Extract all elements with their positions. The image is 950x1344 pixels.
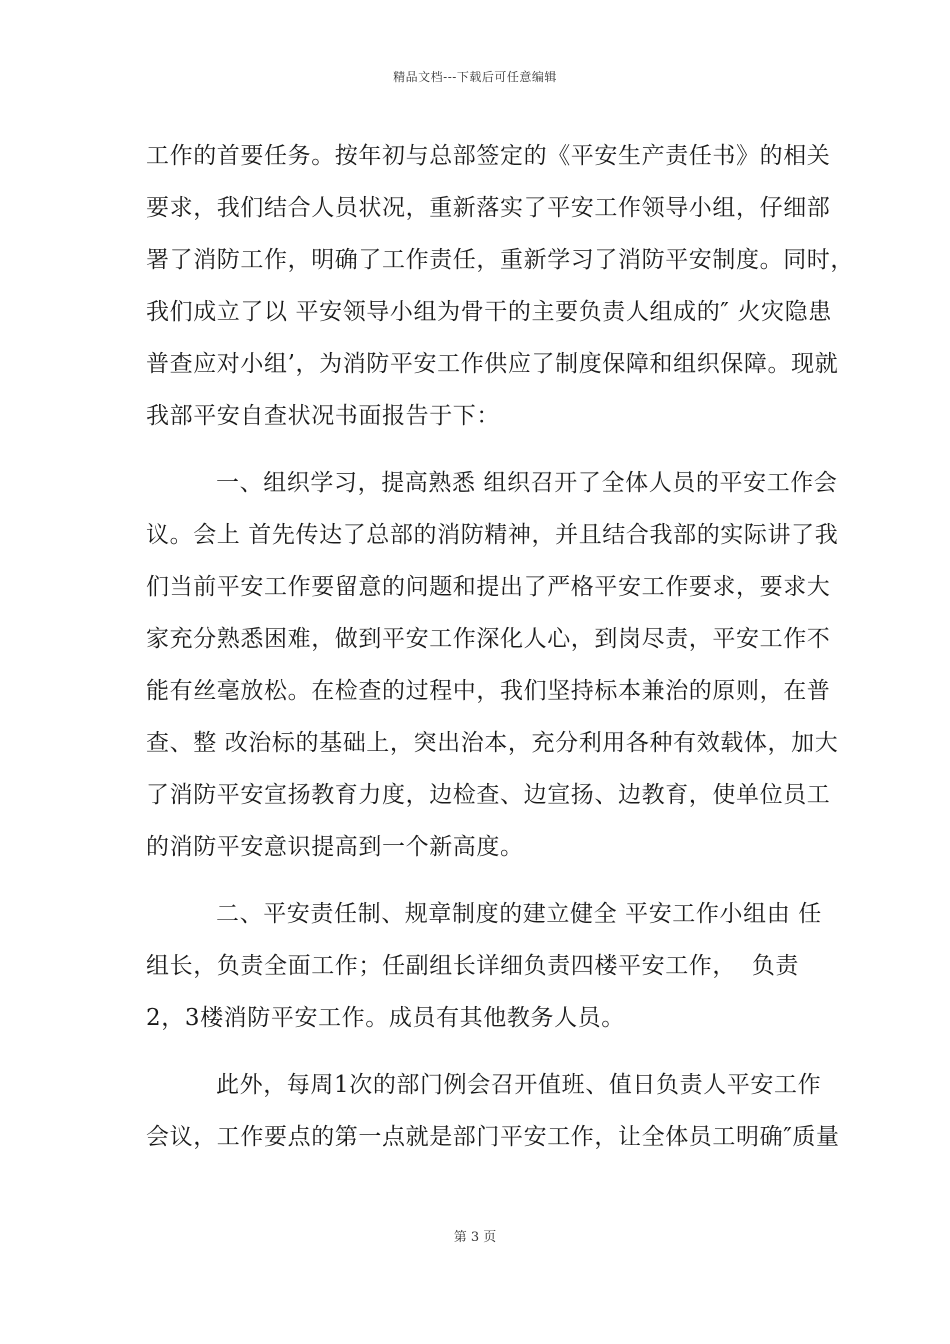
text-line: 组长，负责全面工作；任副组长详细负责四楼平安工作， 负责 — [146, 953, 800, 979]
paragraph — [146, 457, 839, 873]
text-line: 一、组织学习，提高熟悉 组织召开了全体人员的平安工作会 — [216, 470, 838, 496]
text-line: 家充分熟悉困难，做到平安工作深化人心，到岗尽责，平安工作不 — [146, 626, 831, 652]
text-line: 会议，工作要点的第一点就是部门平安工作，让全体员工明确″质量 — [146, 1124, 840, 1150]
text-line: 议。会上 首先传达了总部的消防精神，并且结合我部的实际讲了我 — [146, 522, 839, 548]
paragraph — [146, 888, 822, 1044]
text-line: 了消防平安宣扬教育力度，边检查、边宣扬、边教育，使单位员工 — [146, 782, 831, 808]
text-line: 2，3楼消防平安工作。成员有其他教务人员。 — [146, 1005, 625, 1031]
page-header: 精品文档---下载后可任意编辑 — [393, 70, 557, 84]
text-line: 们当前平安工作要留意的问题和提出了严格平安工作要求，要求大 — [146, 574, 831, 600]
page-number: 第 3 页 — [453, 1230, 497, 1245]
text-line: 此外，每周1次的部门例会召开值班、值日负责人平安工作 — [216, 1072, 822, 1098]
paragraph — [146, 1059, 840, 1163]
text-line: 普查应对小组’，为消防平安工作供应了制度保障和组织保障。现就 — [146, 351, 839, 377]
text-line: 二、平安责任制、规章制度的建立健全 平安工作小组由 任 — [216, 901, 822, 927]
text-line: 署了消防工作，明确了工作责任，重新学习了消防平安制度。同时， — [146, 247, 854, 273]
text-line: 我们成立了以 平安领导小组为骨干的主要负责人组成的″ 火灾隐患 — [146, 299, 832, 325]
text-line: 能有丝毫放松。在检查的过程中，我们坚持标本兼治的原则，在普 — [146, 678, 831, 704]
text-line: 要求，我们结合人员状况，重新落实了平安工作领导小组，仔细部 — [146, 195, 831, 221]
document-body — [146, 130, 854, 1163]
text-line: 查、整 改治标的基础上，突出治本，充分利用各种有效载体，加大 — [146, 730, 839, 756]
paragraph — [146, 130, 854, 442]
text-line: 的消防平安意识提高到一个新高度。 — [146, 834, 524, 860]
text-line: 我部平安自查状况书面报告于下： — [146, 403, 500, 429]
text-line: 工作的首要任务。按年初与总部签定的《平安生产责任书》的相关 — [146, 143, 831, 169]
